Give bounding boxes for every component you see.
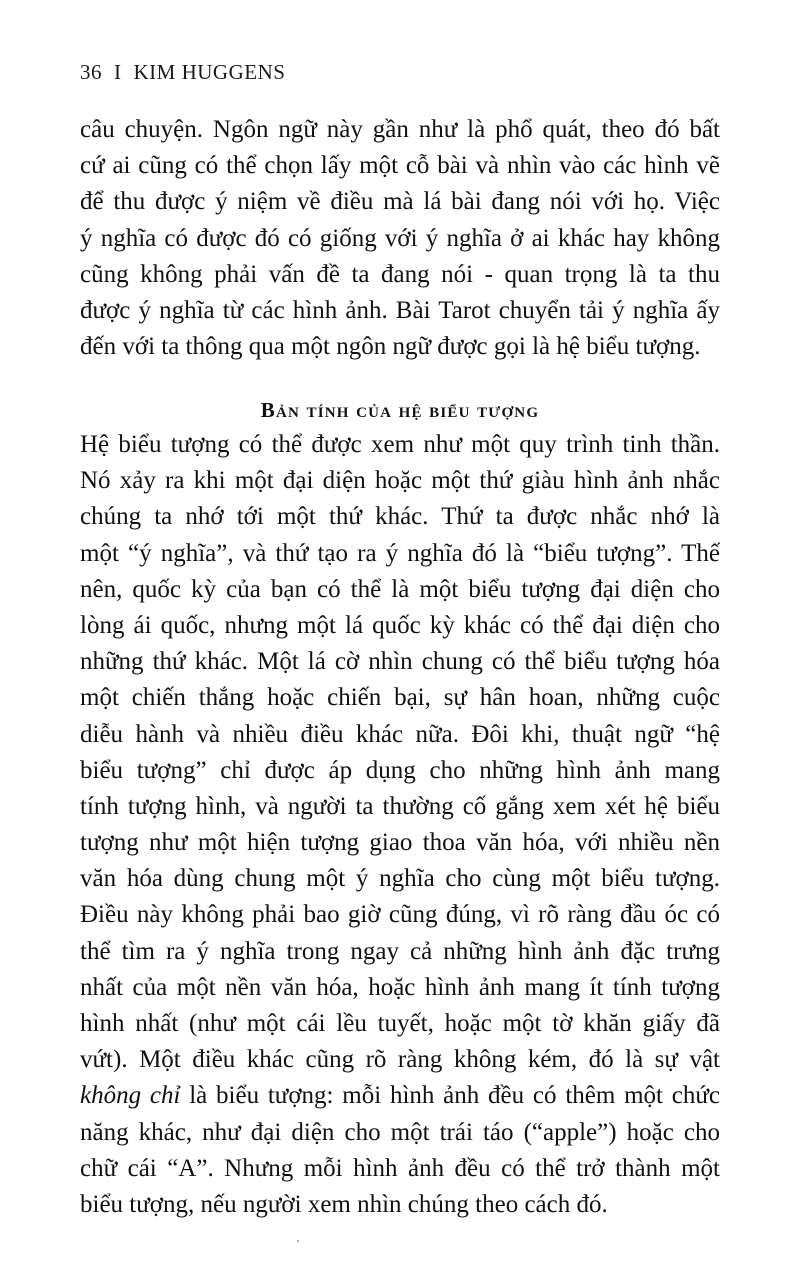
text-line: Hệ biểu tượng có thể được xem như một quy trình tinh thần. [80,431,720,458]
text-line: Nó xảy ra khi một đại diện hoặc một thứ giàu hình ảnh nhắc [80,467,720,495]
text-line: nhất của một nền văn hóa, hoặc hình ảnh mang ít tính tượng [80,973,720,1001]
text-line: vứt). Một điều khác cũng rõ ràng không kém, đó là sự vật [80,1046,720,1074]
text-line: chúng ta nhớ tới một thứ khác. Thứ ta được nhắc nhớ là [80,503,720,531]
text-line: tính tượng hình, và người ta thường cố gắng xem xét hệ biểu [80,792,720,820]
text-line: văn hóa dùng chung một ý nghĩa cho cùng một biểu tượng. [80,865,720,893]
text-line: tượng như một hiện tượng giao thoa văn hóa, với nhiều nền [80,829,720,857]
text-line: hình nhất (như một cái lều tuyết, hoặc một tờ khăn giấy đã [80,1010,720,1037]
text-line: lòng ái quốc, nhưng một lá quốc kỳ khác có thể đại diện cho [80,611,720,639]
text-line: được ý nghĩa từ các hình ảnh. Bài Tarot chuyển tải ý nghĩa ấy [80,296,720,324]
text-line: những thứ khác. Một lá cờ nhìn chung có thể biểu tượng hóa [80,648,720,676]
paragraph-symbolism [80,427,720,1223]
section-heading: Bản tính của hệ biểu tượng [260,398,540,422]
author-name: KIM HUGGENS [133,60,286,84]
text-line: biểu tượng, nếu người xem nhìn chúng theo cách đó. [80,1190,608,1218]
text-line: một chiến thắng hoặc chiến bại, sự hân hoan, những cuộc [80,684,720,712]
text-line: cũng không phải vấn đề ta đang nói - quan trọng là ta thu [80,260,720,288]
page-number: 36 [80,60,102,84]
text-line: Điều này không phải bao giờ cũng đúng, vì rõ ràng đầu óc có [80,901,720,929]
running-head [80,60,285,85]
text-line: thể tìm ra ý nghĩa trong ngay cả những hình ảnh đặc trưng [80,937,720,965]
text-line-with-italic [80,1078,720,1114]
text-line: một “ý nghĩa”, và thứ tạo ra ý nghĩa đó là “biểu tượng”. Thế [80,539,720,567]
text-line: câu chuyện. Ngôn ngữ này gần như là phổ quát, theo đó bất [80,116,720,143]
page-speck [297,1240,299,1242]
text-line: biểu tượng” chỉ được áp dụng cho những hình ảnh mang [80,756,720,784]
header-separator: I [114,60,122,84]
text-line: năng khác, như đại diện cho một trái táo (“apple”) hoặc cho [80,1118,720,1146]
text-line: cứ ai cũng có thể chọn lấy một cỗ bài và nhìn vào các hình vẽ [80,152,720,180]
text-line: chữ cái “A”. Nhưng mỗi hình ảnh đều có thể trở thành một [80,1154,720,1182]
text-line: diễu hành và nhiều điều khác nữa. Đôi khi, thuật ngữ “hệ [80,720,720,748]
text-run: là biểu tượng: mỗi hình ảnh đều có thêm một chức [180,1082,720,1110]
text-line: đến với ta thông qua một ngôn ngữ được gọi là hệ biểu tượng. [80,333,701,361]
italic-emphasis: không chỉ [80,1082,181,1110]
paragraph-intro [80,112,720,365]
text-line: ý nghĩa có được đó có giống với ý nghĩa ở ai khác hay không [80,224,720,252]
text-line: nên, quốc kỳ của bạn có thể là một biểu tượng đại diện cho [80,575,720,603]
text-line: để thu được ý niệm về điều mà lá bài đang nói với họ. Việc [80,188,720,216]
